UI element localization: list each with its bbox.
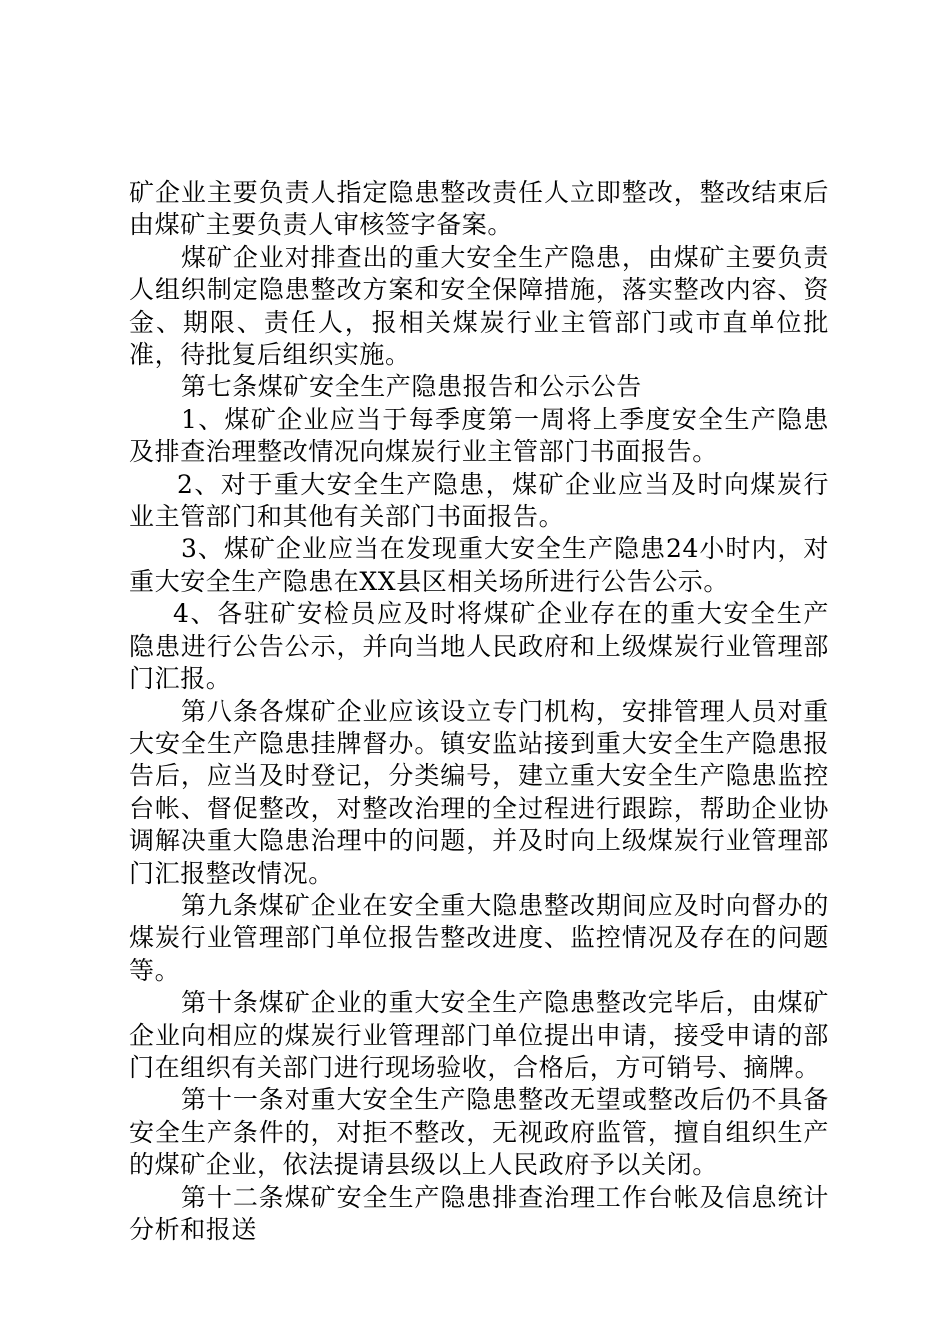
paragraph-major-hazard-rectification: 煤矿企业对排查出的重大安全生产隐患，由煤矿主要负责人组织制定隐患整改方案和安全保障措施，落实整改内容、资金、期限、责任人，报相关煤炭行业主管部门或市直单位批准，待批复后组织实施。 <box>129 242 829 370</box>
article-8: 第八条各煤矿企业应该设立专门机构，安排管理人员对重大安全生产隐患挂牌督办。镇安监站接到重大安全生产隐患报告后，应当及时登记，分类编号，建立重大安全生产隐患监控台帐、督促整改，对整改治理的全过程进行跟踪，帮助企业协调解决重大隐患治理中的问题，并及时向上级煤炭行业管理部门汇报整改情况。 <box>129 696 829 888</box>
article-7-item-3: 3、煤矿企业应当在发现重大安全生产隐患24小时内，对重大安全生产隐患在XX县区相关场所进行公告公示。 <box>129 534 829 596</box>
article-10: 第十条煤矿企业的重大安全生产隐患整改完毕后，由煤矿企业向相应的煤炭行业管理部门单位提出申请，接受申请的部门在组织有关部门进行现场验收，合格后，方可销号、摘牌。 <box>129 988 829 1082</box>
article-7-item-1: 1、煤矿企业应当于每季度第一周将上季度安全生产隐患及排查治理整改情况向煤炭行业主管部门书面报告。 <box>129 404 829 467</box>
article-7-heading: 第七条煤矿安全生产隐患报告和公示公告 <box>181 372 642 402</box>
article-7-item-4: 4、各驻矿安检员应及时将煤矿企业存在的重大安全生产隐患进行公告公示，并向当地人民政府和上级煤炭行业管理部门汇报。 <box>129 599 829 694</box>
article-11: 第十一条对重大安全生产隐患整改无望或整改后仍不具备安全生产条件的，对拒不整改，无视政府监管，擅自组织生产的煤矿企业，依法提请县级以上人民政府予以关闭。 <box>129 1085 829 1180</box>
article-7-item-2: 2、对于重大安全生产隐患，煤矿企业应当及时向煤炭行业主管部门和其他有关部门书面报告。 <box>129 469 829 532</box>
document-body <box>129 177 829 1246</box>
paragraph-continuation: 矿企业主要负责人指定隐患整改责任人立即整改，整改结束后由煤矿主要负责人审核签字备案。 <box>129 178 829 240</box>
article-9: 第九条煤矿企业在安全重大隐患整改期间应及时向督办的煤炭行业管理部门单位报告整改进度、监控情况及存在的问题等。 <box>129 890 829 985</box>
article-12: 第十二条煤矿安全生产隐患排查治理工作台帐及信息统计分析和报送 <box>129 1182 829 1244</box>
